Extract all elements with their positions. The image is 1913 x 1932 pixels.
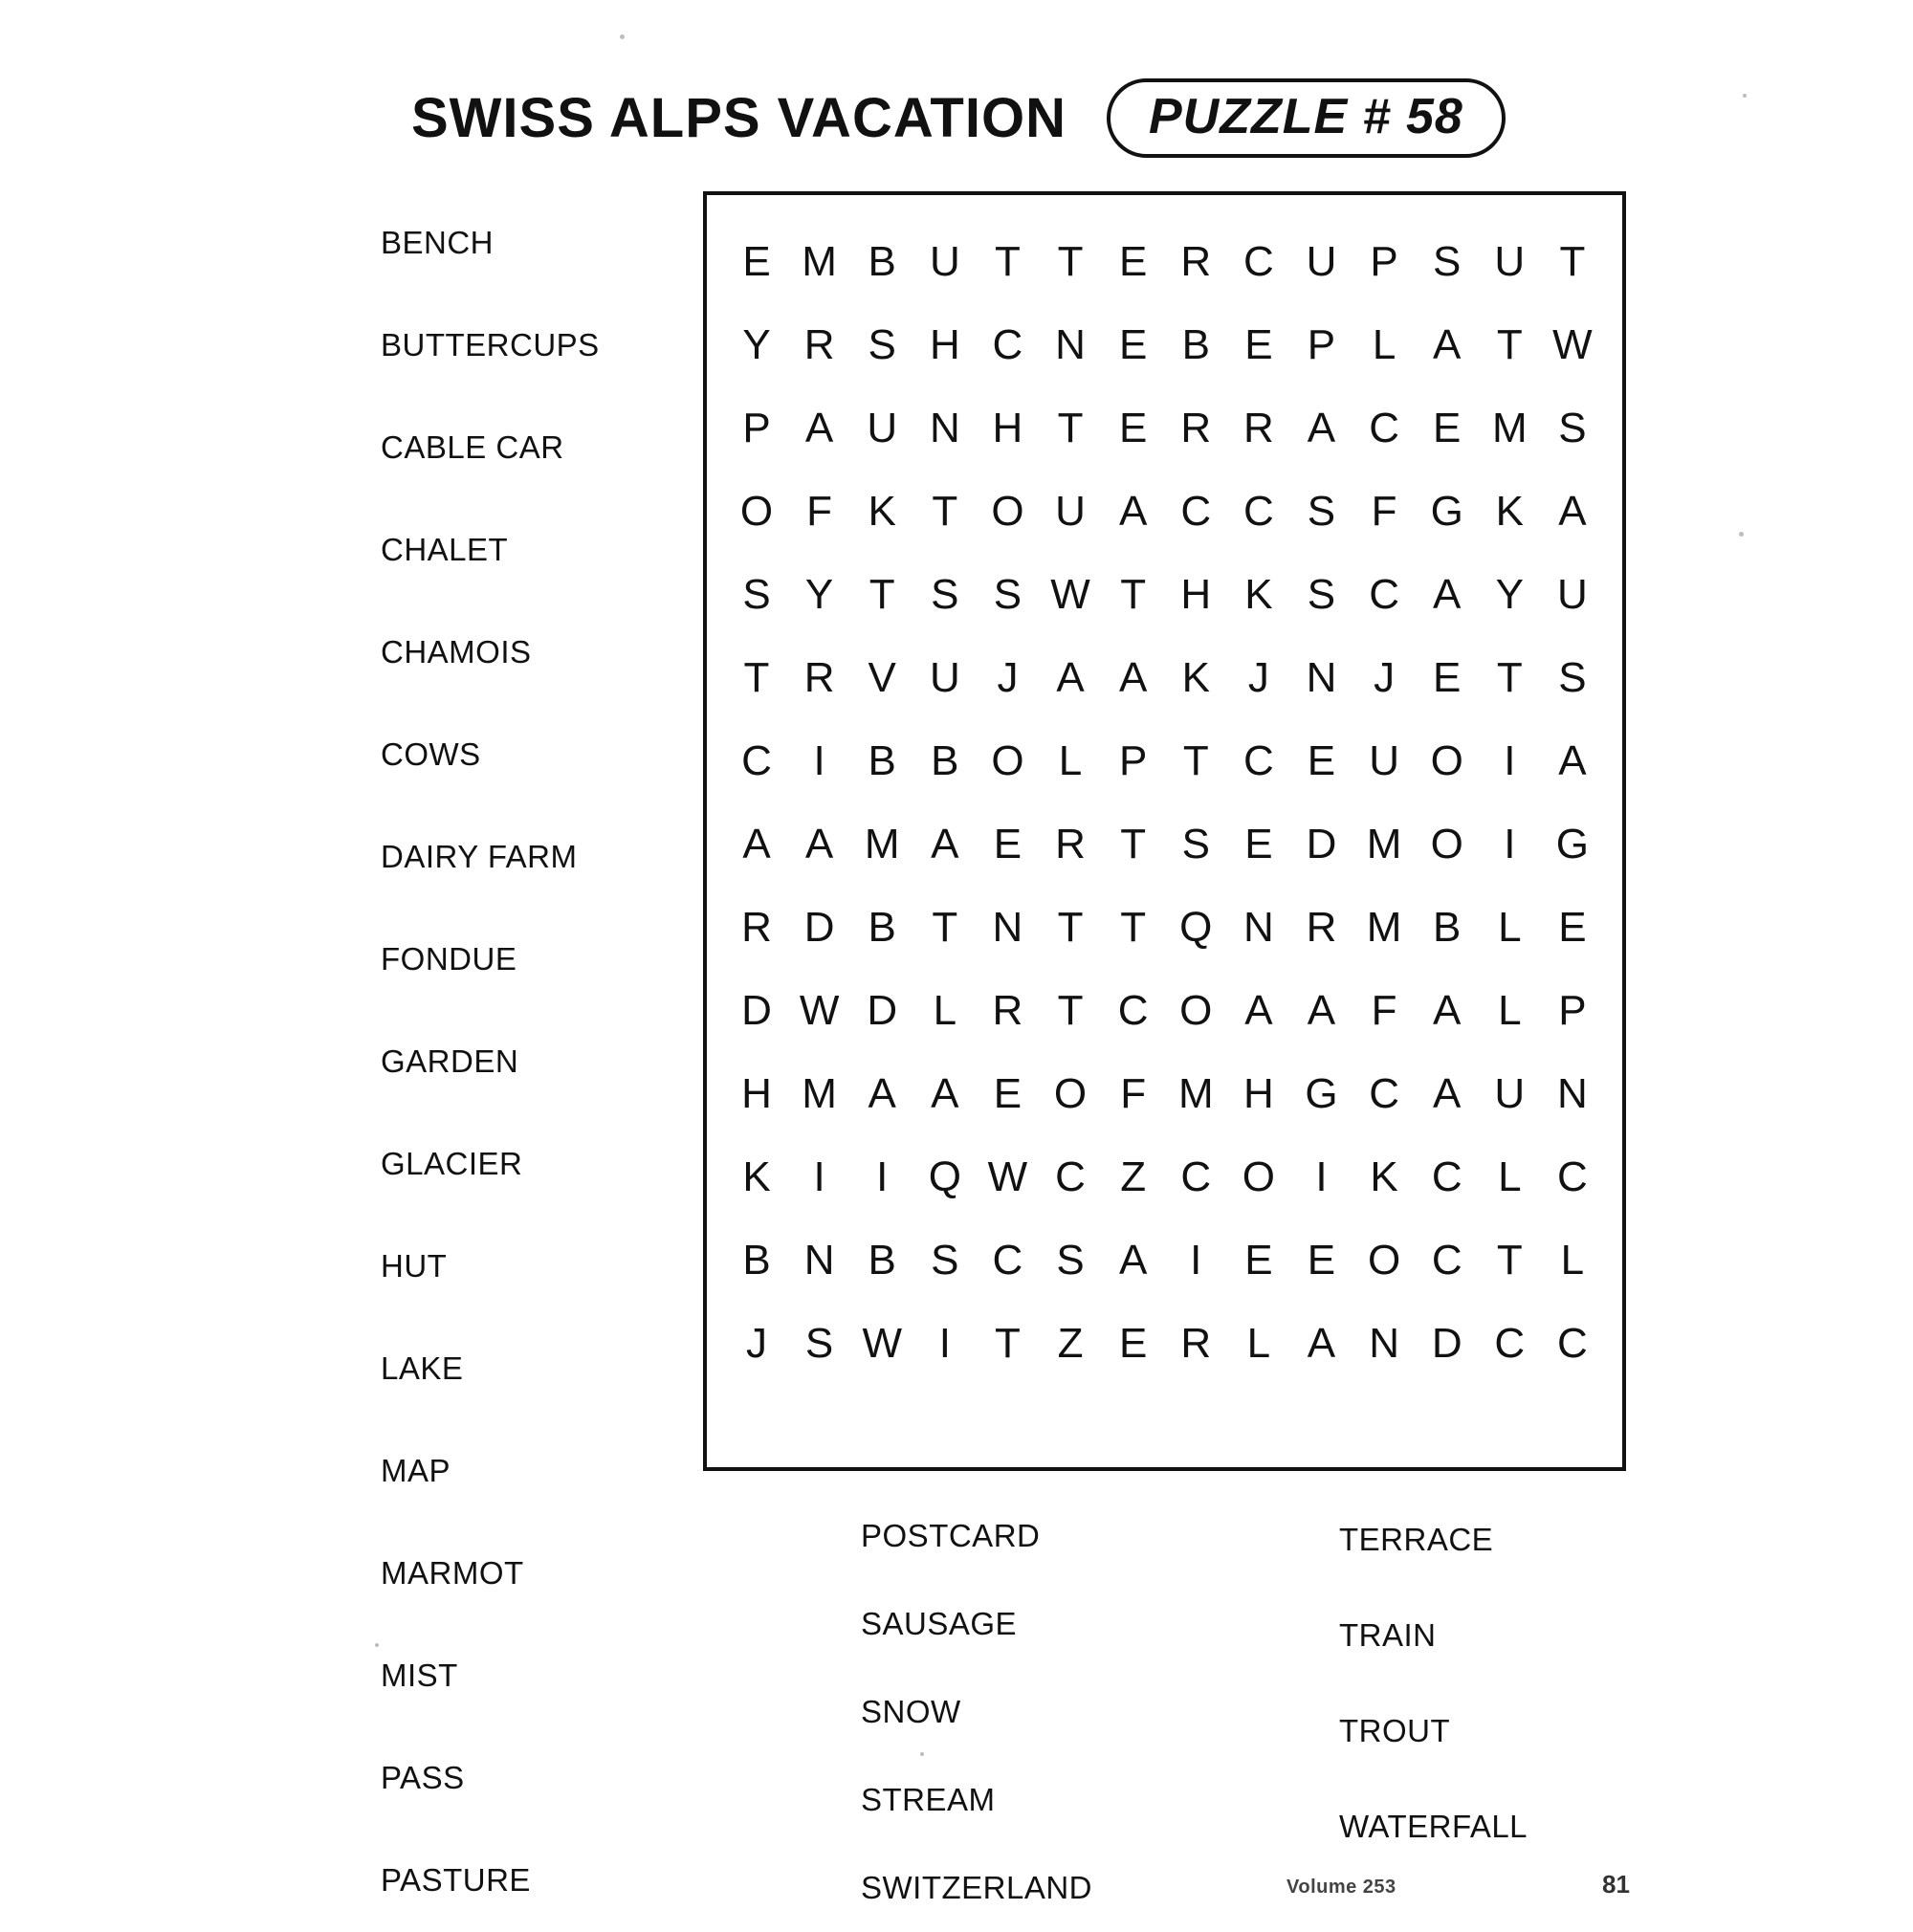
word-list-item[interactable]: TERRACE [1339,1522,1494,1557]
grid-cell[interactable]: S [804,1319,834,1367]
grid-cell[interactable]: C [1242,736,1274,784]
word-list-item[interactable]: TRAIN [1339,1617,1437,1653]
grid-row [728,802,1601,886]
word-list-item[interactable]: CHAMOIS [381,634,532,670]
grid-cell[interactable]: C [1242,487,1274,535]
grid-cell[interactable]: S [931,1236,959,1284]
grid-cell[interactable]: E [1433,404,1462,451]
grid-cell[interactable]: H [1180,570,1212,618]
word-list-item[interactable]: BUTTERCUPS [381,327,600,362]
grid-cell[interactable]: C [1557,1153,1588,1200]
grid-cell[interactable]: N [1306,653,1337,701]
grid-cell[interactable]: S [931,570,959,618]
grid-cell[interactable]: T [1120,820,1147,867]
word-list-item[interactable]: POSTCARD [861,1518,1041,1553]
grid-cell[interactable]: K [1495,487,1524,535]
grid-cell[interactable]: T [1057,986,1084,1034]
grid-row [728,220,1601,303]
word-list-middle-column [861,1492,1224,1932]
grid-cell[interactable]: C [1117,986,1149,1034]
grid-cell[interactable]: U [1494,237,1526,285]
grid-cell[interactable]: E [1558,903,1587,951]
grid-cell[interactable]: R [1055,820,1086,867]
grid-cell[interactable]: K [868,487,896,535]
puzzle-number-badge: PUZZLE # 58 [1107,78,1506,158]
grid-cell[interactable]: B [868,736,896,784]
grid-cell[interactable]: M [1366,903,1402,951]
word-list-item[interactable]: PASS [381,1760,465,1795]
grid-cell[interactable]: P [1307,320,1336,368]
grid-cell[interactable]: A [1558,736,1587,784]
grid-row [728,303,1601,386]
grid-cell[interactable]: E [1118,404,1148,451]
grid-cell[interactable]: C [992,320,1023,368]
grid-cell[interactable]: J [1247,653,1269,701]
grid-cell[interactable]: A [742,820,771,867]
grid-cell[interactable]: M [1491,404,1528,451]
word-list-item[interactable]: TROUT [1339,1713,1451,1748]
grid-cell[interactable]: N [1369,1319,1399,1367]
grid-cell[interactable]: Z [1057,1319,1084,1367]
word-list-right-column [1339,1492,1703,1875]
scan-speck [620,34,625,39]
grid-cell[interactable]: B [1433,903,1462,951]
word-list-item[interactable]: DAIRY FARM [381,839,578,874]
grid-cell[interactable]: U [1557,570,1588,618]
grid-cell[interactable]: F [1371,487,1397,535]
grid-cell[interactable]: L [1498,903,1522,951]
grid-cell[interactable]: M [802,237,837,285]
grid-cell[interactable]: T [1120,903,1147,951]
grid-cell[interactable]: A [868,1069,896,1117]
grid-cell[interactable]: R [741,903,772,951]
grid-cell[interactable]: T [994,237,1021,285]
grid-cell[interactable]: J [997,653,1019,701]
grid-cell[interactable]: N [1557,1069,1588,1117]
grid-cell[interactable]: F [806,487,833,535]
grid-cell[interactable]: S [1181,820,1210,867]
word-list-item[interactable]: CABLE CAR [381,429,564,465]
grid-cell[interactable]: U [1369,736,1399,784]
word-list-item[interactable]: STREAM [861,1782,996,1817]
grid-cell[interactable]: A [1244,986,1273,1034]
grid-cell[interactable]: C [992,1236,1023,1284]
grid-cell[interactable]: E [1307,1236,1336,1284]
grid-cell[interactable]: U [867,404,898,451]
grid-cell[interactable]: P [1558,986,1587,1034]
grid-cell[interactable]: T [932,487,958,535]
grid-cell[interactable]: E [1118,1319,1148,1367]
grid-cell[interactable]: E [1307,736,1336,784]
word-list-item[interactable]: MAP [381,1453,451,1488]
grid-cell[interactable]: N [1242,903,1274,951]
grid-cell[interactable]: U [1055,487,1086,535]
grid-cell[interactable]: I [813,1153,825,1200]
grid-cell[interactable]: E [1244,1236,1273,1284]
grid-cell[interactable]: B [868,903,896,951]
grid-cell[interactable]: O [1430,820,1463,867]
grid-row [728,636,1601,719]
grid-cell[interactable]: S [1558,653,1587,701]
grid-row [728,386,1601,470]
volume-note: Volume 253 [1286,1877,1396,1898]
word-list-item[interactable]: HUT [381,1248,448,1284]
grid-cell[interactable]: D [867,986,898,1034]
grid-cell[interactable]: L [1498,986,1522,1034]
grid-cell[interactable]: C [1369,570,1399,618]
grid-cell[interactable]: A [1307,1319,1336,1367]
grid-cell[interactable]: A [1433,320,1462,368]
grid-cell[interactable]: R [1180,404,1212,451]
grid-cell[interactable]: A [804,404,834,451]
grid-cell[interactable]: K [1181,653,1210,701]
grid-cell[interactable]: T [932,903,958,951]
grid-cell[interactable]: Y [742,320,771,368]
grid-cell[interactable]: D [741,986,772,1034]
grid-cell[interactable]: D [803,903,835,951]
grid-cell[interactable]: O [1430,736,1463,784]
grid-cell[interactable]: S [993,570,1022,618]
grid-cell[interactable]: T [1496,1236,1523,1284]
grid-cell[interactable]: N [992,903,1023,951]
word-list-item[interactable]: FONDUE [381,941,517,977]
grid-cell[interactable]: A [931,820,959,867]
grid-row [728,1135,1601,1218]
word-list-item[interactable]: GLACIER [381,1146,523,1181]
grid-row [728,886,1601,969]
grid-cell[interactable]: U [929,653,960,701]
grid-cell[interactable]: S [1307,570,1336,618]
grid-cell[interactable]: K [742,1153,771,1200]
letter-grid[interactable] [703,191,1626,1471]
grid-cell[interactable]: I [1504,736,1516,784]
word-list-item[interactable]: SAUSAGE [861,1606,1018,1641]
grid-cell[interactable]: I [1315,1153,1328,1200]
grid-cell[interactable]: A [1433,1069,1462,1117]
grid-cell[interactable]: R [803,320,835,368]
grid-cell[interactable]: S [1433,237,1462,285]
grid-cell[interactable]: P [1370,237,1398,285]
grid-cell[interactable]: T [1120,570,1147,618]
grid-cell[interactable]: T [1057,404,1084,451]
grid-row [728,1052,1601,1135]
grid-cell[interactable]: O [1367,1236,1401,1284]
grid-row [728,719,1601,802]
grid-cell[interactable]: A [1118,1236,1148,1284]
grid-cell[interactable]: T [1496,320,1523,368]
grid-cell[interactable]: K [1370,1153,1398,1200]
puzzle-header [411,75,1655,161]
grid-cell[interactable]: U [1494,1069,1526,1117]
grid-cell[interactable]: E [742,237,771,285]
grid-cell[interactable]: T [869,570,895,618]
grid-cell[interactable]: H [741,1069,772,1117]
grid-cell[interactable]: L [1372,320,1396,368]
grid-cell[interactable]: M [1177,1069,1214,1117]
grid-cell[interactable]: C [1180,1153,1212,1200]
word-list-item[interactable]: MIST [381,1658,458,1693]
grid-cell[interactable]: W [799,986,840,1034]
grid-cell[interactable]: A [931,1069,959,1117]
scan-speck [1739,532,1744,537]
grid-cell[interactable]: A [1118,487,1148,535]
grid-cell[interactable]: W [862,1319,902,1367]
grid-cell[interactable]: K [1244,570,1273,618]
grid-cell[interactable]: L [1246,1319,1271,1367]
grid-row [728,470,1601,553]
word-list-item[interactable]: BENCH [381,225,495,260]
grid-cell[interactable]: Y [1495,570,1524,618]
grid-cell[interactable]: O [1053,1069,1088,1117]
grid-cell[interactable]: E [993,820,1022,867]
grid-row [728,969,1601,1052]
word-list-item[interactable]: COWS [381,736,481,772]
grid-cell[interactable]: I [876,1153,889,1200]
word-list-item[interactable]: SNOW [861,1694,961,1729]
grid-cell[interactable]: N [1055,320,1086,368]
grid-cell[interactable]: F [1371,986,1397,1034]
grid-cell[interactable]: G [1430,487,1463,535]
grid-row [728,553,1601,636]
word-list-item[interactable]: PASTURE [381,1862,531,1898]
grid-cell[interactable]: C [1494,1319,1526,1367]
grid-cell[interactable]: I [813,736,825,784]
grid-cell[interactable]: E [1244,820,1273,867]
grid-cell[interactable]: R [1180,1319,1212,1367]
grid-cell[interactable]: W [987,1153,1028,1200]
grid-cell[interactable]: C [1369,404,1399,451]
grid-cell[interactable]: L [1498,1153,1522,1200]
grid-cell[interactable]: C [1055,1153,1086,1200]
scan-speck [1743,94,1747,98]
grid-cell[interactable]: S [742,570,771,618]
grid-cell[interactable]: I [1504,820,1516,867]
grid-cell[interactable]: A [804,820,834,867]
grid-cell[interactable]: I [938,1319,951,1367]
grid-cell[interactable]: A [1118,653,1148,701]
grid-cell[interactable]: A [1307,404,1336,451]
grid-cell[interactable]: T [1057,237,1084,285]
grid-cell[interactable]: E [1118,320,1148,368]
grid-cell[interactable]: G [1555,820,1590,867]
grid-cell[interactable]: C [1180,487,1212,535]
grid-cell[interactable]: S [1558,404,1587,451]
grid-cell[interactable]: R [1242,404,1274,451]
word-list-item[interactable]: CHALET [381,532,509,567]
grid-cell[interactable]: B [868,1236,896,1284]
grid-cell[interactable]: T [1057,903,1084,951]
grid-cell[interactable]: O [991,736,1024,784]
page-title: SWISS ALPS VACATION [411,86,1066,149]
grid-cell[interactable]: R [992,986,1023,1034]
grid-cell[interactable]: S [1056,1236,1085,1284]
grid-cell[interactable]: R [803,653,835,701]
grid-cell[interactable]: L [933,986,957,1034]
page-number: 81 [1602,1870,1630,1899]
grid-cell[interactable]: M [1366,820,1402,867]
grid-cell[interactable]: R [1180,237,1212,285]
grid-cell[interactable]: M [864,820,900,867]
word-list-item[interactable]: GARDEN [381,1043,519,1079]
grid-row [728,1302,1601,1385]
grid-cell[interactable]: C [1242,237,1274,285]
grid-cell[interactable]: T [1496,653,1523,701]
grid-cell[interactable]: A [1433,986,1462,1034]
grid-cell[interactable]: E [1118,237,1148,285]
grid-cell[interactable]: C [1431,1236,1462,1284]
grid-cell[interactable]: T [743,653,770,701]
grid-cell[interactable]: H [992,404,1023,451]
grid-cell[interactable]: I [1190,1236,1202,1284]
word-list-left-column [381,191,696,1931]
grid-cell[interactable]: C [1557,1319,1588,1367]
grid-cell[interactable]: C [1369,1069,1399,1117]
grid-cell[interactable]: Q [928,1153,961,1200]
grid-cell[interactable]: E [1244,320,1273,368]
grid-cell[interactable]: V [868,653,896,701]
grid-cell[interactable]: P [1118,736,1148,784]
grid-cell[interactable]: Y [804,570,834,618]
grid-cell[interactable]: T [1182,736,1209,784]
scan-speck [375,1643,379,1647]
grid-cell[interactable]: A [1307,986,1336,1034]
grid-cell[interactable]: T [994,1319,1021,1367]
grid-cell[interactable]: A [1433,570,1462,618]
grid-cell[interactable]: O [739,487,774,535]
grid-cell[interactable]: N [929,404,960,451]
grid-cell[interactable]: A [1056,653,1085,701]
grid-cell[interactable]: J [746,1319,767,1367]
grid-cell[interactable]: C [741,736,772,784]
grid-cell[interactable]: C [1431,1153,1462,1200]
grid-cell[interactable]: D [1431,1319,1462,1367]
grid-cell[interactable]: Q [1179,903,1213,951]
grid-cell[interactable]: L [1560,1236,1585,1284]
grid-cell[interactable]: B [868,237,896,285]
grid-cell[interactable]: W [1552,320,1593,368]
word-list-item[interactable]: SWITZERLAND [861,1870,1093,1905]
grid-cell[interactable]: J [1374,653,1396,701]
grid-cell[interactable]: D [1306,820,1337,867]
grid-cell[interactable]: B [1181,320,1210,368]
grid-cell[interactable]: N [803,1236,835,1284]
grid-cell[interactable]: H [929,320,960,368]
grid-cell[interactable]: G [1305,1069,1338,1117]
grid-cell[interactable]: M [802,1069,837,1117]
grid-cell[interactable]: B [931,736,959,784]
grid-cell[interactable]: O [1179,986,1213,1034]
grid-cell[interactable]: L [1058,736,1083,784]
grid-cell[interactable]: O [1242,1153,1275,1200]
grid-cell[interactable]: A [1558,487,1587,535]
grid-cell[interactable]: S [868,320,896,368]
word-list-item[interactable]: WATERFALL [1339,1809,1528,1844]
grid-cell[interactable]: B [742,1236,771,1284]
grid-cell[interactable]: F [1120,1069,1147,1117]
grid-cell[interactable]: S [1307,487,1336,535]
word-list-item[interactable]: MARMOT [381,1555,524,1591]
word-list-item[interactable]: LAKE [381,1350,464,1386]
grid-cell[interactable]: O [991,487,1024,535]
grid-cell[interactable]: R [1306,903,1337,951]
grid-cell[interactable]: U [1306,237,1337,285]
grid-cell[interactable]: E [1433,653,1462,701]
grid-cell[interactable]: U [929,237,960,285]
grid-cell[interactable]: H [1242,1069,1274,1117]
grid-cell[interactable]: E [993,1069,1022,1117]
grid-cell[interactable]: W [1050,570,1090,618]
grid-cell[interactable]: T [1559,237,1586,285]
grid-cell[interactable]: Z [1120,1153,1147,1200]
grid-row [728,1218,1601,1302]
grid-cell[interactable]: P [742,404,771,451]
